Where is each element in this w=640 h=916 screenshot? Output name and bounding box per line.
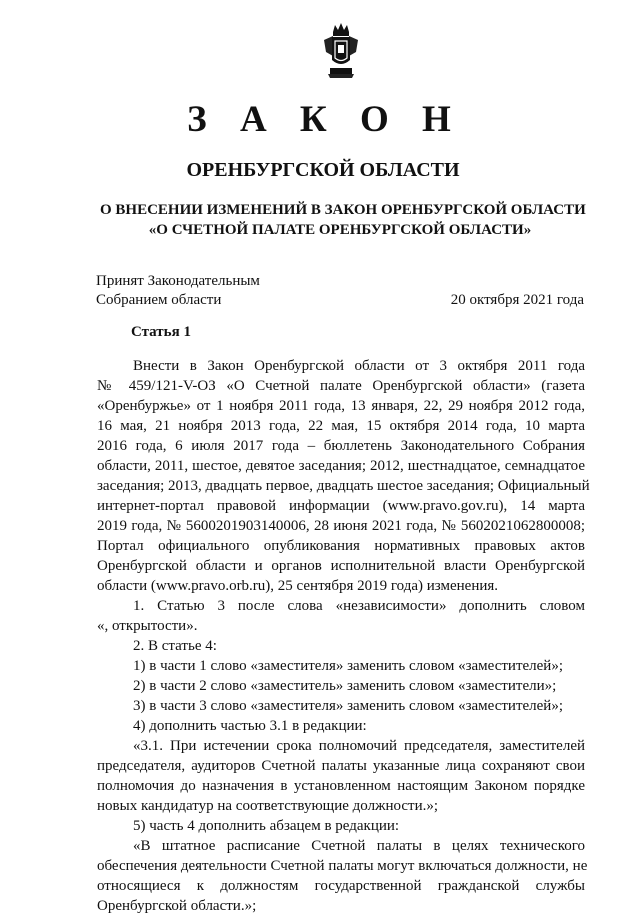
body-line: Внести в Закон Оренбургской области от 3 октября 2011 года xyxy=(133,358,585,374)
document-title xyxy=(100,200,586,240)
document-title-line: О ВНЕСЕНИИ ИЗМЕНЕНИЙ В ЗАКОН ОРЕНБУРГСКОЙ ОБЛАСТИ xyxy=(100,202,586,218)
body-line: Оренбургской области и органов исполнительной власти Оренбургской xyxy=(97,558,585,574)
coat-of-arms-icon xyxy=(322,22,360,78)
body-line: обеспечения деятельности Счетной палаты могут включаться должности, не xyxy=(97,858,588,874)
body-line: 1. Статью 3 после слова «независимости» дополнить словом xyxy=(133,598,585,614)
law-title: З А К О Н xyxy=(187,99,463,140)
body-line: 3) в части 3 слово «заместителя» заменить словом «заместителей»; xyxy=(133,698,563,714)
body-line: Портал официального опубликования нормативных правовых актов xyxy=(97,538,585,554)
body-line: 2019 года, № 5600201903140006, 28 июня 2021 года, № 5602021062800008; xyxy=(97,518,585,534)
body-line: новых кандидатур на соответствующие должности.»; xyxy=(97,798,439,814)
body-line: интернет-портал правовой информации (www.pravo.gov.ru), 14 марта xyxy=(97,498,585,514)
body-line: 2. В статье 4: xyxy=(133,638,217,654)
body-line: «В штатное расписание Счетной палаты в целях технического xyxy=(133,838,585,854)
region-subtitle: ОРЕНБУРГСКОЙ ОБЛАСТИ xyxy=(186,159,460,181)
body-line: 5) часть 4 дополнить абзацем в редакции: xyxy=(133,818,400,834)
body-line: Оренбургской области.»; xyxy=(97,898,257,914)
body-line: области (www.pravo.orb.ru), 25 сентября 2019 года) изменения. xyxy=(97,578,499,594)
adoption-date: 20 октября 2021 года xyxy=(450,292,584,308)
body-line: 16 мая, 21 ноября 2013 года, 22 мая, 15 октября 2014 года, 10 марта xyxy=(97,418,585,434)
body-line: «Оренбуржье» от 1 ноября 2011 года, 13 января, 22, 29 ноября 2012 года, xyxy=(97,398,585,414)
adoption-note xyxy=(96,272,260,310)
article-heading: Статья 1 xyxy=(131,324,191,340)
body-line: председателя, аудиторов Счетной палаты указанные лица сохраняют свои xyxy=(97,758,585,774)
body-line: заседания; 2013, двадцать первое, двадцать шестое заседания; Официальный xyxy=(97,478,590,494)
body-line: № 459/121-V-ОЗ «О Счетной палате Оренбургской области» (газета xyxy=(97,378,585,394)
adoption-line: Принят Законодательным xyxy=(96,273,260,289)
body-line: «3.1. При истечении срока полномочий председателя, заместителей xyxy=(133,738,585,754)
body-line: 2) в части 2 слово «заместитель» заменить словом «заместители»; xyxy=(133,678,557,694)
body-line: области, 2011, шестое, девятое заседания; 2012, шестнадцатое, семнадцатое xyxy=(97,458,585,474)
article-body xyxy=(97,356,590,916)
body-line: 2016 года, 6 июля 2017 года – бюллетень Законодательного Собрания xyxy=(97,438,585,454)
document-title-line: «О СЧЕТНОЙ ПАЛАТЕ ОРЕНБУРГСКОЙ ОБЛАСТИ» xyxy=(148,222,532,238)
body-line: полномочия до назначения в установленном настоящим Законом порядке xyxy=(97,778,585,794)
body-line: 1) в части 1 слово «заместителя» заменить словом «заместителей»; xyxy=(133,658,563,674)
body-line: «, открытости». xyxy=(97,618,198,634)
adoption-line: Собранием области xyxy=(96,292,222,308)
body-line: относящиеся к должностям государственной гражданской службы xyxy=(97,878,585,894)
body-line: 4) дополнить частью 3.1 в редакции: xyxy=(133,718,367,734)
